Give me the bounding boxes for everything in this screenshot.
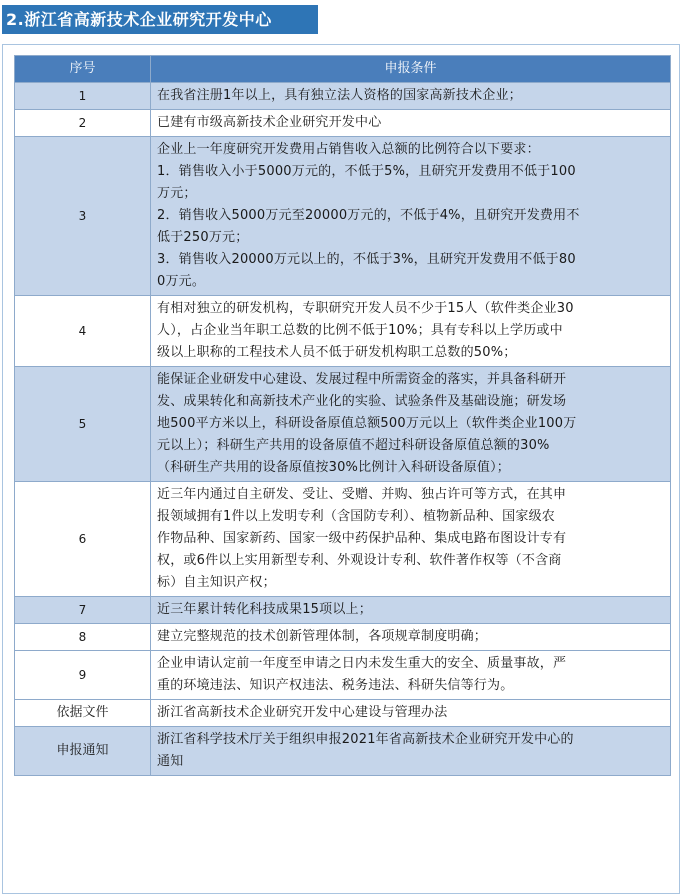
table-row: [15, 624, 671, 651]
header-conditions: 申报条件: [151, 56, 671, 83]
table-row: [15, 727, 671, 776]
condition-line: 元以上）；科研生产共用的设备原值不超过科研设备原值总额的30%: [157, 438, 550, 453]
condition-line: 人），占企业当年职工总数的比例不低于10%；具有专科以上学历或中: [157, 323, 563, 338]
row-condition: [151, 597, 671, 624]
row-condition: [151, 137, 671, 296]
condition-line: 企业申请认定前一年度至申请之日内未发生重大的安全、质量事故，严: [157, 656, 567, 671]
condition-line: 近三年内通过自主研发、受让、受赠、并购、独占许可等方式，在其申: [157, 487, 567, 502]
condition-line: 通知: [157, 754, 184, 769]
row-number: 2: [15, 110, 151, 137]
table-row: [15, 367, 671, 482]
row-number: 5: [15, 367, 151, 482]
table-header-row: [15, 56, 671, 83]
row-number: 1: [15, 83, 151, 110]
condition-line: 已建有市级高新技术企业研究开发中心: [157, 115, 382, 130]
condition-line: 1．销售收入小于5000万元的，不低于5%，且研究开发费用不低于100: [157, 164, 576, 179]
table-row: [15, 296, 671, 367]
row-condition: [151, 727, 671, 776]
row-condition: [151, 700, 671, 727]
table-row: [15, 597, 671, 624]
condition-line: 级以上职称的工程技术人员不低于研发机构职工总数的50%；: [157, 345, 517, 360]
condition-line: 发、成果转化和高新技术产业化的实验、试验条件及基础设施；研发场: [157, 394, 567, 409]
condition-line: 近三年累计转化科技成果15项以上；: [157, 602, 372, 617]
row-condition: [151, 83, 671, 110]
condition-line: 企业上一年度研究开发费用占销售收入总额的比例符合以下要求：: [157, 142, 540, 157]
requirements-table: [14, 55, 671, 776]
row-condition: [151, 110, 671, 137]
row-number: 9: [15, 651, 151, 700]
row-condition: [151, 651, 671, 700]
condition-line: 2．销售收入5000万元至20000万元的，不低于4%，且研究开发费用不: [157, 208, 580, 223]
condition-line: 作物品种、国家新药、国家一级中药保护品种、集成电路布图设计专有: [157, 531, 567, 546]
row-number: 申报通知: [15, 727, 151, 776]
condition-line: 3．销售收入20000万元以上的，不低于3%，且研究开发费用不低于80: [157, 252, 576, 267]
condition-line: 重的环境违法、知识产权违法、税务违法、科研失信等行为。: [157, 678, 514, 693]
section-heading: 2.浙江省高新技术企业研究开发中心: [2, 5, 318, 34]
table-row: [15, 137, 671, 296]
header-number: 序号: [15, 56, 151, 83]
condition-line: 建立完整规范的技术创新管理体制，各项规章制度明确；: [157, 629, 488, 644]
table-row: [15, 700, 671, 727]
condition-line: 浙江省科学技术厅关于组织申报2021年省高新技术企业研究开发中心的: [157, 732, 574, 747]
row-condition: [151, 624, 671, 651]
row-number: 3: [15, 137, 151, 296]
condition-line: 权，或6件以上实用新型专利、外观设计专利、软件著作权等（不含商: [157, 553, 562, 568]
row-condition: [151, 296, 671, 367]
row-number: 4: [15, 296, 151, 367]
table-row: [15, 110, 671, 137]
condition-line: 低于250万元；: [157, 230, 249, 245]
table-row: [15, 651, 671, 700]
row-number: 7: [15, 597, 151, 624]
condition-line: 0万元。: [157, 274, 206, 289]
table-row: [15, 83, 671, 110]
condition-line: 在我省注册1年以上，具有独立法人资格的国家高新技术企业；: [157, 88, 522, 103]
condition-line: 能保证企业研发中心建设、发展过程中所需资金的落实，并具备科研开: [157, 372, 567, 387]
table-row: [15, 482, 671, 597]
condition-line: 有相对独立的研发机构，专职研究开发人员不少于15人（软件类企业30: [157, 301, 574, 316]
condition-line: 标）自主知识产权；: [157, 575, 276, 590]
row-number: 依据文件: [15, 700, 151, 727]
row-number: 8: [15, 624, 151, 651]
row-condition: [151, 482, 671, 597]
condition-line: 报领域拥有1件以上发明专利（含国防专利）、植物新品种、国家级农: [157, 509, 555, 524]
condition-line: 万元；: [157, 186, 197, 201]
row-number: 6: [15, 482, 151, 597]
condition-line: （科研生产共用的设备原值按30%比例计入科研设备原值）；: [157, 460, 510, 475]
condition-line: 浙江省高新技术企业研究开发中心建设与管理办法: [157, 705, 448, 720]
condition-line: 地500平方米以上，科研设备原值总额500万元以上（软件类企业100万: [157, 416, 577, 431]
row-condition: [151, 367, 671, 482]
